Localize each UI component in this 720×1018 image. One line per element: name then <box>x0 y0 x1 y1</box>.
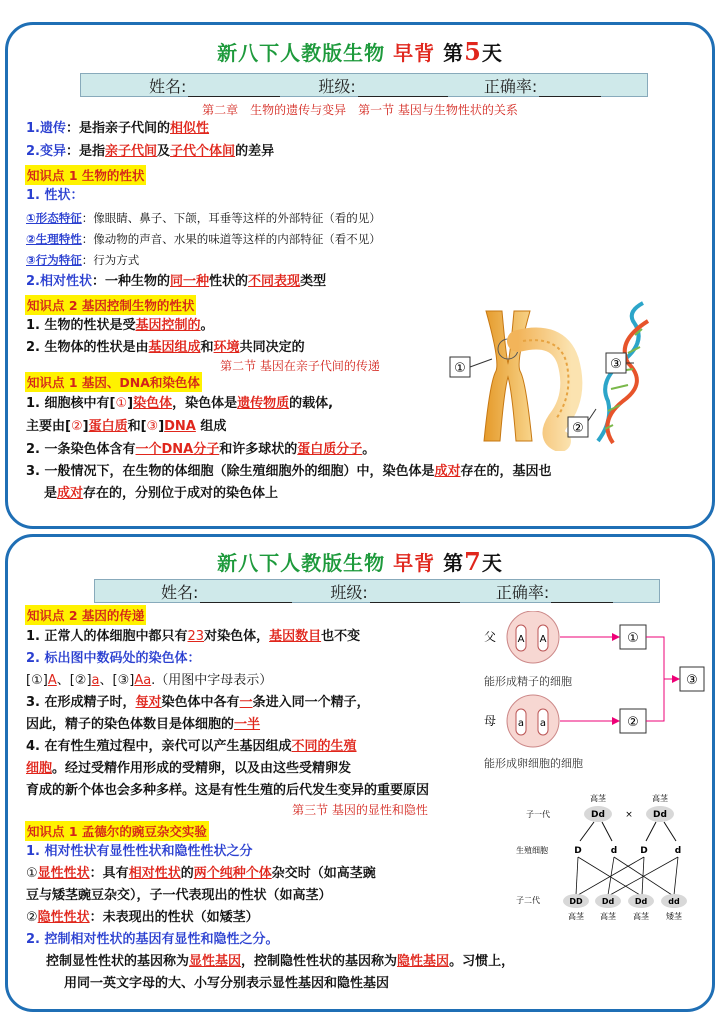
gen2-label: 子二代 <box>516 896 540 905</box>
label-2: ② <box>572 421 584 436</box>
line-23-pairs: 1. 正常人的体细胞中都只有23对染色体，基因数目也不变 <box>26 629 361 644</box>
name-label: 姓名: <box>149 76 187 96</box>
trait-4: 矮茎 <box>666 912 682 921</box>
score-field[interactable] <box>496 580 613 603</box>
card-title <box>8 37 712 66</box>
title-day-number: 7 <box>464 547 482 576</box>
knowledge-point-traits: 知识点 1 生物的性状 <box>25 165 146 185</box>
label-3: ③ <box>610 357 622 372</box>
cross-sign: × <box>625 810 633 820</box>
line-relative-trait: 2.相对性状：一种生物的同一种性状的不同表现类型 <box>26 274 327 289</box>
box-1: ① <box>627 631 639 646</box>
class-field[interactable] <box>330 580 459 603</box>
score-label: 正确率: <box>483 76 538 96</box>
line-sexual-repro: 4. 在有性生殖过程中，亲代可以产生基因组成不同的生殖 <box>26 739 357 754</box>
label-1: ① <box>454 361 466 376</box>
line-letter-case: 用同一英文字母的大、小写分别表示显性基因和隐性基因 <box>64 976 390 991</box>
line-chromosome-answers: [①]A、[②]a、[③]Aa.（用图中字母表示） <box>26 673 273 688</box>
mother-label: 母 <box>484 714 497 728</box>
line-paired-genes: 是成对存在的，分别位于成对的染色体上 <box>44 486 279 501</box>
title-morning: 早背 <box>393 41 436 65</box>
gamete-4: d <box>674 846 682 856</box>
line-variation: 2.变异：是指亲子代间及子代个体间的差异 <box>26 144 275 159</box>
line-mark-chromosomes: 2. 标出图中数码处的染色体： <box>26 651 201 666</box>
title-morning: 早背 <box>393 551 436 575</box>
name-bar <box>80 73 648 97</box>
father-label: 父 <box>484 630 497 644</box>
father-gene-1: A <box>517 634 525 645</box>
parent-tall-1: 高茎 <box>590 794 606 803</box>
day5-card <box>5 22 715 529</box>
name-field[interactable] <box>149 74 280 97</box>
card-title <box>8 547 712 576</box>
line-half: 因此，精子的染色体数目是体细胞的一半 <box>26 717 261 732</box>
line-gene-names: 控制显性性状的基因称为显性基因，控制隐性性状的基因称为隐性基因。习惯上， <box>46 954 515 969</box>
line-composition: 主要由[②]蛋白质和[③]DNA 组成 <box>26 419 227 434</box>
title-tian: 天 <box>481 41 503 65</box>
name-bar <box>94 579 660 603</box>
knowledge-point-gene-control: 知识点 2 基因控制生物的性状 <box>25 295 196 315</box>
line-recessive-trait: ②隐性性状：未表现出的性状（如矮茎） <box>26 910 259 925</box>
mother-gene-1: a <box>517 718 525 729</box>
trait-2: 高茎 <box>600 912 616 921</box>
line-one-dna: 2. 一条染色体含有一个DNA分子和许多球状的蛋白质分子。 <box>26 442 376 457</box>
line-form-trait: ①形态特征：像眼睛、鼻子、下颌，耳垂等这样的外部特征（看的见） <box>26 211 381 225</box>
day7-card <box>5 534 715 1012</box>
title-day-number: 5 <box>464 37 482 66</box>
line-sperm-formation: 3. 在形成精子时，每对染色体中各有一条进入同一个精子， <box>26 695 370 710</box>
line-fertilization: 细胞。经过受精作用形成的受精卵，以及由这些受精卵发 <box>26 761 352 776</box>
father-gene-2: A <box>539 634 547 645</box>
name-field[interactable] <box>161 580 292 603</box>
name-label: 姓名: <box>161 582 199 602</box>
gamete-diagram <box>476 611 706 771</box>
line-dominant-recessive: 1. 相对性状有显性性状和隐性性状之分 <box>26 844 253 859</box>
line-paired-chromosomes: 3. 一般情况下，在生物的体细胞（除生殖细胞外的细胞）中，染色体是成对存在的，基因也 <box>26 464 552 479</box>
line-behavior-trait: ③行为特征：行为方式 <box>26 253 140 267</box>
parent-tall-2: 高茎 <box>652 794 668 803</box>
line-gene-environment: 2. 生物体的性状是由基因组成和环境共同决定的 <box>26 340 305 355</box>
section3-heading: 第三节 基因的显性和隐性 <box>292 803 428 817</box>
box-2: ② <box>627 715 639 730</box>
knowledge-point-dna: 知识点 1 基因、DNA和染色体 <box>25 372 202 392</box>
gamete-1: D <box>574 846 582 856</box>
line-gene-control: 1. 生物的性状是受基因控制的。 <box>26 318 214 333</box>
offspring-2: Dd <box>601 897 615 906</box>
offspring-3: Dd <box>634 897 648 906</box>
class-label: 班级: <box>318 76 356 96</box>
offspring-4: dd <box>668 897 680 906</box>
egg-caption: 能形成卵细胞的细胞 <box>484 757 583 770</box>
class-field[interactable] <box>318 74 447 97</box>
parent-genotype-2: Dd <box>653 810 667 820</box>
title-di: 第 <box>443 551 465 575</box>
chapter-heading: 第二章 生物的遗传与变异 第一节 基因与生物性状的关系 <box>202 103 518 117</box>
germ-cell-label: 生殖细胞 <box>516 846 548 855</box>
line-dominant-trait: ①显性性状：具有相对性状的两个纯种个体杂交时（如高茎豌 <box>26 866 376 881</box>
title-subject: 新八下人教版生物 <box>217 551 386 575</box>
box-3: ③ <box>686 673 698 688</box>
line-dominant-example: 豆与矮茎豌豆杂交），子一代表现出的性状（如高茎） <box>26 888 332 903</box>
line-heredity: 1.遗传：是指亲子代间的相似性 <box>26 121 210 136</box>
mendel-cross-diagram <box>508 791 708 937</box>
line-physio-trait: ②生理特性：像动物的声音、水果的味道等这样的内部特征（看不见） <box>26 232 381 246</box>
mother-gene-2: a <box>539 718 547 729</box>
line-gene-types: 2. 控制相对性状的基因有显性和隐性之分。 <box>26 932 279 947</box>
score-label: 正确率: <box>495 582 550 602</box>
trait-3: 高茎 <box>633 912 649 921</box>
title-subject: 新八下人教版生物 <box>217 41 386 65</box>
trait-1: 高茎 <box>568 912 584 921</box>
line-nucleus: 1. 细胞核中有[①]染色体，染色体是遗传物质的载体, <box>26 396 334 411</box>
offspring-1: DD <box>569 897 583 906</box>
gamete-3: D <box>640 846 648 856</box>
score-field[interactable] <box>484 74 601 97</box>
knowledge-point-gene-transfer: 知识点 2 基因的传递 <box>25 605 146 625</box>
knowledge-point-mendel: 知识点 1 孟德尔的豌豆杂交实验 <box>25 821 209 841</box>
gamete-2: d <box>610 846 618 856</box>
chromosome-dna-diagram <box>448 301 698 451</box>
line-trait-heading: 1. 性状： <box>26 188 84 203</box>
parent-genotype-1: Dd <box>591 810 605 820</box>
title-tian: 天 <box>481 551 503 575</box>
gen1-label: 子一代 <box>526 810 550 819</box>
section2-heading: 第二节 基因在亲子代间的传递 <box>220 359 380 373</box>
sperm-caption: 能形成精子的细胞 <box>484 675 572 688</box>
line-variation-reason: 育成的新个体也会多种多样。这是有性生殖的后代发生变异的重要原因 <box>26 783 430 798</box>
class-label: 班级: <box>330 582 368 602</box>
title-di: 第 <box>443 41 465 65</box>
